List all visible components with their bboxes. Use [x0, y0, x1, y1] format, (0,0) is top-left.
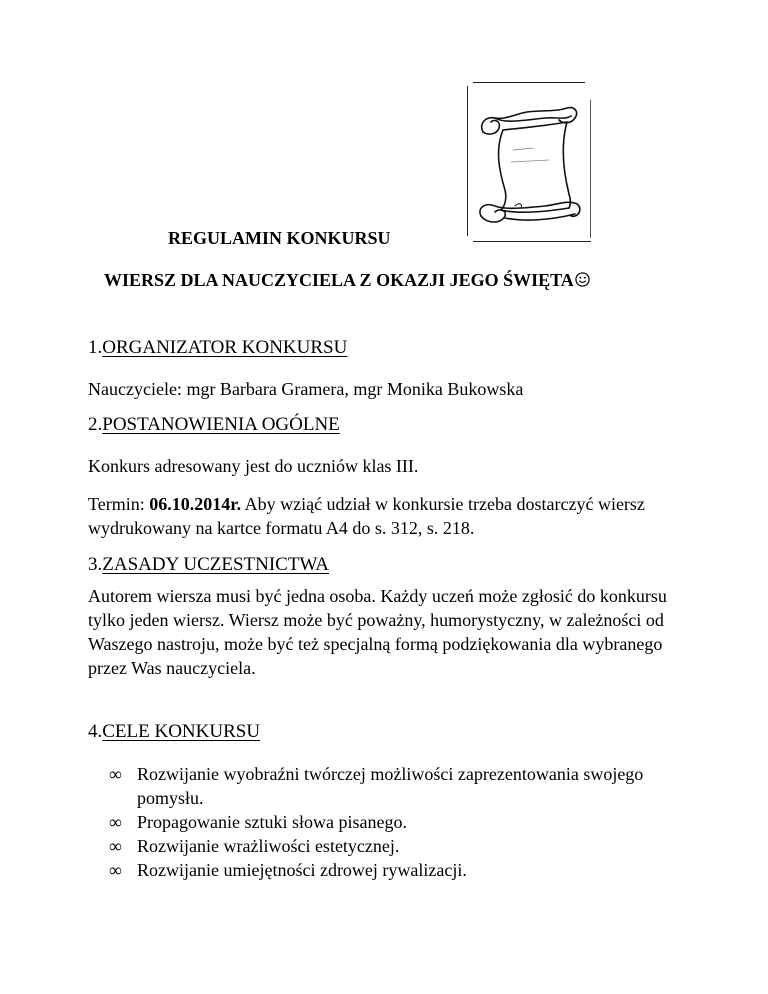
deadline-details: Aby wziąć udział w konkursie trzeba dostarczyć wiersz wydrukowany na kartce formatu A4 do s. 312, s. 218. — [88, 494, 645, 538]
infinity-bullet-icon: ∞ — [109, 812, 122, 832]
infinity-bullet-icon: ∞ — [109, 860, 122, 880]
parchment-scroll-icon — [475, 90, 583, 230]
section-1-title: ORGANIZATOR KONKURSU — [102, 337, 348, 358]
infinity-bullet-icon: ∞ — [109, 836, 122, 856]
section-4-number: 4. — [88, 721, 103, 742]
infinity-bullet-icon: ∞ — [109, 764, 122, 784]
section-1-heading — [88, 337, 347, 359]
list-item — [109, 810, 689, 834]
goal-text: Rozwijanie umiejętności zdrowej rywalizacji. — [137, 860, 467, 880]
goal-text: Rozwijanie wyobraźni twórczej możliwości zaprezentowania swojego pomysłu. — [137, 764, 644, 808]
goal-text: Propagowanie sztuki słowa pisanego. — [137, 812, 407, 832]
section-4-heading — [88, 721, 260, 743]
section-3-title: ZASADY UCZESTNICTWA — [102, 554, 330, 575]
frame-line-left — [467, 86, 468, 236]
list-item — [109, 858, 689, 882]
section-1-number: 1. — [88, 337, 103, 358]
deadline-label: Termin: — [88, 494, 150, 514]
section-2-heading — [88, 414, 340, 436]
frame-line-right — [590, 100, 591, 238]
list-item — [109, 762, 689, 810]
section-3-number: 3. — [88, 554, 103, 575]
frame-line-bottom — [473, 241, 591, 242]
participation-rules-text: Autorem wiersza musi być jedna osoba. Każdy uczeń może zgłosić do konkursu tylko jeden wiersz. Wiersz może być poważny, humorystyczny, w zależności od Waszego nastroju, może być też specjalną formą podziękowania dla wybranego przez Was nauczyciela. — [88, 586, 667, 678]
subtitle-text: WIERSZ DLA NAUCZYCIELA Z OKAZJI JEGO ŚWIĘTA — [104, 270, 574, 290]
frame-line-top — [473, 82, 585, 83]
section-2-number: 2. — [88, 414, 103, 435]
deadline-date: 06.10.2014r. — [149, 494, 242, 514]
goals-list — [109, 762, 689, 882]
deadline-paragraph — [88, 492, 688, 540]
document-subtitle — [104, 270, 590, 291]
goal-text: Rozwijanie wrażliwości estetycznej. — [137, 836, 400, 856]
list-item — [109, 834, 689, 858]
section-4-title: CELE KONKURSU — [102, 721, 261, 742]
section-3-heading — [88, 554, 329, 576]
smiley-icon — [575, 272, 590, 287]
organizer-text: Nauczyciele: mgr Barbara Gramera, mgr Monika Bukowska — [88, 379, 524, 399]
scroll-illustration — [467, 82, 591, 242]
document-title: REGULAMIN KONKURSU — [168, 228, 391, 248]
audience-text: Konkurs adresowany jest do uczniów klas III. — [88, 456, 419, 476]
section-2-title: POSTANOWIENIA OGÓLNE — [102, 414, 340, 435]
